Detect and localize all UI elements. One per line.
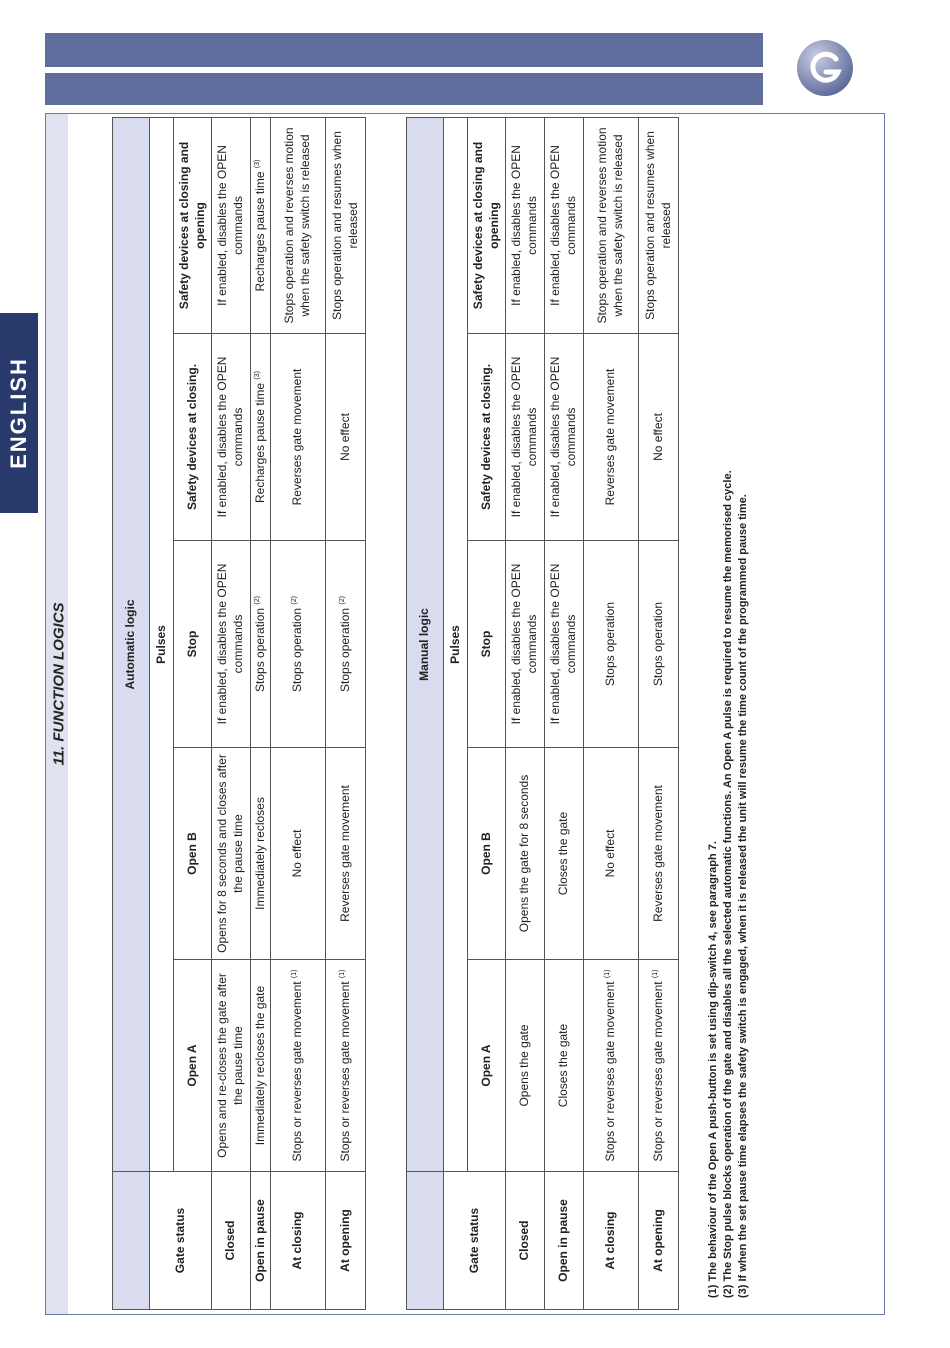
footnote: (3) If when the set pause time elapses the safety switch is engaged, when it is released the unit will resume the time count of the programmed pause time.: [737, 494, 749, 1298]
automatic-logic-table: [112, 117, 366, 1310]
row-status: Open in pause: [545, 1172, 584, 1310]
footnote: (2) The Stop pulse blocks operation of the gate and disables all the selected automatic functions. An Open A pulse is required to resume the memorised cycle.: [722, 470, 734, 1298]
table-cell: If enabled, disables the OPEN commands: [506, 334, 545, 541]
column-header: Safety devices at closing and opening: [468, 117, 506, 333]
table-cell: Stops operation and reverses motion when the safety switch is released: [584, 117, 639, 333]
table-cell: If enabled, disables the OPEN commands: [506, 541, 545, 748]
table-cell: Opens the gate: [506, 960, 545, 1172]
gate-status-header: Gate status: [150, 1172, 212, 1310]
brand-logo-icon: [796, 39, 854, 97]
table-cell: Stops or reverses gate movement $^{(1)}$: [584, 960, 639, 1172]
column-header: Open A: [468, 960, 506, 1172]
table-row: [251, 117, 271, 1309]
footnote: (1) The behaviour of the Open A push-button is set using dip-switch 4, see paragraph 7.: [707, 841, 719, 1298]
table-cell: Stops operation: [584, 541, 639, 748]
pulses-header: Pulses: [444, 117, 468, 1171]
column-header: Safety devices at closing.: [174, 334, 212, 541]
table-cell: No effect: [639, 334, 679, 541]
table-row: [584, 117, 639, 1309]
table-row: [326, 117, 366, 1309]
column-header: Open B: [468, 748, 506, 960]
table-cell: Stops or reverses gate movement $^{(1)}$: [271, 960, 326, 1172]
table-cell: Reverses gate movement: [584, 334, 639, 541]
table-cell: Stops operation and resumes when released: [326, 117, 366, 333]
column-header: Safety devices at closing and opening: [174, 117, 212, 333]
gate-status-header: Gate status: [444, 1172, 506, 1310]
table-cell: Opens for 8 seconds and closes after the pause time: [212, 748, 251, 960]
row-status: At opening: [326, 1172, 366, 1310]
table-cell: Stops operation and reverses motion when the safety switch is released: [271, 117, 326, 333]
row-status: Open in pause: [251, 1172, 271, 1310]
table-cell: Recharges pause time $^{(3)}$: [251, 117, 271, 333]
table-cell: No effect: [271, 748, 326, 960]
automatic-logic-block: [112, 117, 366, 1310]
table-cell: Stops or reverses gate movement $^{(1)}$: [326, 960, 366, 1172]
manual-logic-table: [406, 117, 679, 1310]
table-row: [212, 117, 251, 1309]
footnotes: [706, 470, 751, 1298]
table-cell: Immediately recloses the gate: [251, 960, 271, 1172]
table-cell: If enabled, disables the OPEN commands: [506, 117, 545, 333]
table-caption-cell: [113, 1172, 150, 1310]
table-cell: If enabled, disables the OPEN commands: [545, 117, 584, 333]
table-row: [271, 117, 326, 1309]
table-row: [639, 117, 679, 1309]
column-header: Stop: [174, 541, 212, 748]
table-cell: Stops operation $^{(2)}$: [251, 541, 271, 748]
table-cell: Stops or reverses gate movement $^{(1)}$: [639, 960, 679, 1172]
table-cell: If enabled, disables the OPEN commands: [212, 117, 251, 333]
table-cell: Reverses gate movement: [639, 748, 679, 960]
table-cell: Stops operation $^{(2)}$: [271, 541, 326, 748]
table-cell: Stops operation $^{(2)}$: [326, 541, 366, 748]
table-cell: Opens the gate for 8 seconds: [506, 748, 545, 960]
table-caption: Manual logic: [407, 117, 444, 1171]
header-band-top: [45, 33, 763, 67]
column-header: Open A: [174, 960, 212, 1172]
column-header: Stop: [468, 541, 506, 748]
table-cell: If enabled, disables the OPEN commands: [545, 334, 584, 541]
pulses-header: Pulses: [150, 117, 174, 1171]
row-status: At opening: [639, 1172, 679, 1310]
table-cell: Closes the gate: [545, 960, 584, 1172]
table-cell: No effect: [326, 334, 366, 541]
row-status: At closing: [271, 1172, 326, 1310]
column-header: Open B: [174, 748, 212, 960]
language-label: ENGLISH: [6, 357, 31, 469]
table-cell: No effect: [584, 748, 639, 960]
table-cell: Opens and re-closes the gate after the pause time: [212, 960, 251, 1172]
table-cell: Reverses gate movement: [326, 748, 366, 960]
table-cell: Closes the gate: [545, 748, 584, 960]
table-cell: If enabled, disables the OPEN commands: [212, 334, 251, 541]
table-cell: Immediately recloses: [251, 748, 271, 960]
manual-logic-block: [406, 117, 679, 1310]
table-row: [545, 117, 584, 1309]
table-cell: Stops operation and resumes when released: [639, 117, 679, 333]
table-cell: If enabled, disables the OPEN commands: [212, 541, 251, 748]
table-caption: Automatic logic: [113, 117, 150, 1171]
table-caption-cell: [407, 1172, 444, 1310]
table-row: [506, 117, 545, 1309]
column-header: Safety devices at closing.: [468, 334, 506, 541]
table-cell: Reverses gate movement: [271, 334, 326, 541]
table-cell: Recharges pause time $^{(3)}$: [251, 334, 271, 541]
row-status: Closed: [506, 1172, 545, 1310]
table-cell: Stops operation: [639, 541, 679, 748]
table-cell: If enabled, disables the OPEN commands: [545, 541, 584, 748]
row-status: At closing: [584, 1172, 639, 1310]
row-status: Closed: [212, 1172, 251, 1310]
section-title: 11. FUNCTION LOGICS: [50, 602, 68, 766]
header-band-bottom: [45, 73, 763, 105]
